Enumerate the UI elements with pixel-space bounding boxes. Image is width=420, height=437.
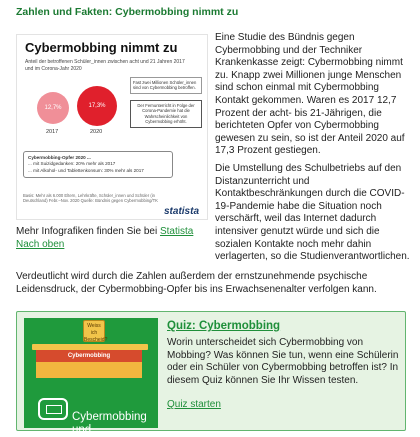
callout-students: Fast zwei Millionen Schüler_innen sind von Cybermobbing betroffen. [130,77,202,94]
quiz-logo: Weiss ich Bescheid? [83,320,105,342]
year-label-2017: 2017 [46,129,59,135]
more-infographics [16,226,208,251]
victims-box-title: Cybermobbing-Opfer 2020 ... [28,155,91,160]
value-circle-2017 [37,92,69,124]
value-label-2017: 12,7% [44,105,62,111]
section-heading: Zahlen und Fakten: Cybermobbing nimmt zu [16,6,239,18]
victims-box-line-2: ... mit Alkohol- und Tablettenkonsum: 30% mehr als 2017 [28,167,144,173]
quiz-title-link[interactable]: Quiz: Cybermobbing [167,320,281,332]
quiz-thumbnail[interactable] [24,318,158,436]
quiz-banner: Cybermobbing [36,350,142,362]
study-paragraph-1: Eine Studie des Bündnis gegen Cybermobbing und der Techniker Krankenkasse zeigt: Cybermobbing nimmt zu. Knapp zwei Millionen junge Menschen sind schon einmal mit Cybermobbing Kontakt gekommen. Waren es 2017 12,7 Prozent der acht- bis 21-Jährigen, die berichteten Opfer von Cybermobbing gewesen zu sein, so ist der Anteil 2020 auf 17,3 Prozent gestiegen. [215,32,405,157]
quiz-card [16,311,406,436]
statista-link[interactable]: Statista [159,226,194,237]
callout-pandemic: Der Fernunterricht in Folge der Corona-Pandemie hat die Wahrscheinlichkeit von Cybermobbing erhöht. [130,100,202,128]
quiz-description: Worin unterscheidet sich Cybermobbing von Mobbing? Was können Sie tun, wenn eine Schülerin oder ein Schüler von Cybermobbing betroffen ist? In diesem Quiz können Sie Ihr Wissen testen. [167,337,399,386]
year-label-2020: 2020 [90,129,103,135]
value-circle-2020 [77,86,117,126]
victims-box-line-1: ... mit Suizidgedanken: 20% mehr als 2017 [28,161,116,167]
study-paragraph-2: Die Umstellung des Schulbetriebs auf den Distanzunterricht und Kontaktbeschränkungen durch die COVID-19-Pandemie habe die Situation noch verschärft, weil das Internet dadurch intensiver genutzt würde und sich die sozialen Kontakte noch mehr dahin verlagerten, so die Studienverantwortlichen. [215,162,410,263]
infographic-title: Cybermobbing nimmt zu [25,40,178,55]
infographic-subtitle: Anteil der betroffenen Schüler_innen zwischen acht und 21 Jahren 2017 und im Corona-Jahr 2020 [25,59,185,72]
infographic [16,34,208,220]
laptop-icon [38,398,68,420]
study-text [215,32,411,269]
more-text: Mehr Infografiken finden Sie bei [16,226,160,237]
summary-paragraph: Verdeutlicht wird durch die Zahlen außerdem der ernstzunehmende psychische Leidensdruck, der Cybermobbing-Opfer bis ins Erwachsenenalter verfolgen kann. [16,271,377,295]
source-note: Basis: Mehr als 6.000 Eltern, Lehrkräfte, Schüler_innen und Schüler (in Deutschland) Febr.–Nov. 2020 Quelle: Bündnis gegen Cybermobbing/TK [23,193,158,204]
quiz-thumbnail-title: Cybermobbing und [72,411,147,436]
value-label-2020: 17,3% [88,103,106,109]
back-to-top-link[interactable]: Nach oben [16,238,65,250]
banner-bottom-stripe [36,362,142,378]
victims-box [23,151,173,178]
quiz-start-link[interactable]: Quiz starten [167,399,221,410]
statista-logo: statista [163,206,199,217]
